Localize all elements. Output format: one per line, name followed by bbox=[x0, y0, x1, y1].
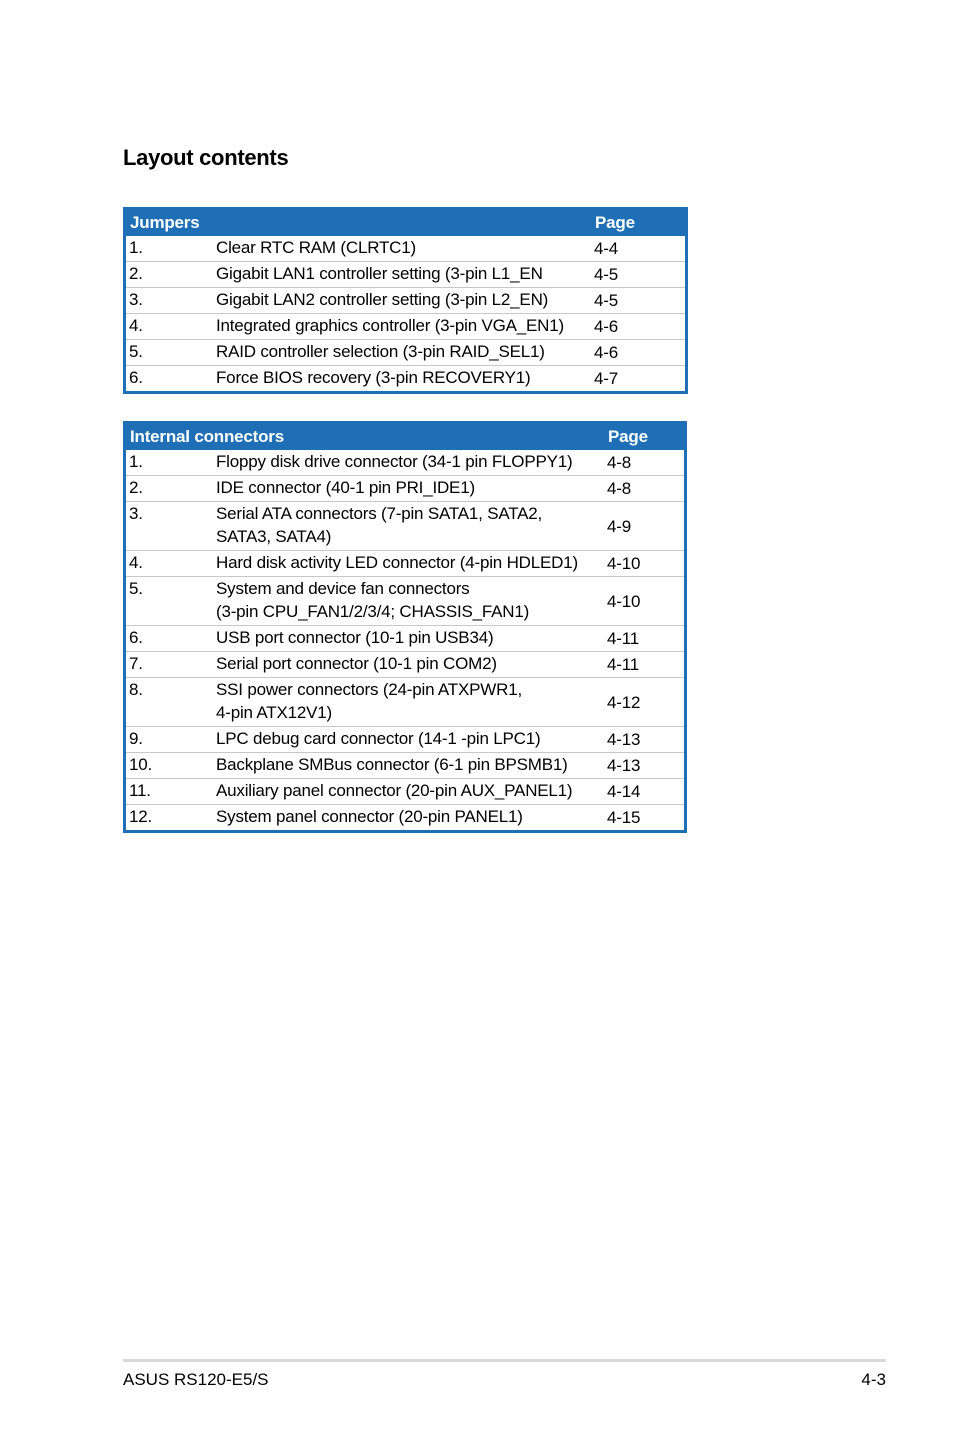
table-row bbox=[125, 450, 686, 476]
row-description: Force BIOS recovery (3-pin RECOVERY1) bbox=[216, 368, 531, 387]
table-row bbox=[125, 262, 687, 288]
row-number: 6. bbox=[129, 368, 143, 387]
table-row bbox=[125, 652, 686, 678]
row-number: 1. bbox=[125, 450, 214, 476]
row-description: IDE connector (40-1 pin PRI_IDE1) bbox=[213, 476, 604, 502]
row-number: 8. bbox=[125, 678, 214, 727]
footer-product-name: ASUS RS120-E5/S bbox=[123, 1370, 269, 1389]
row-page: 4-8 bbox=[604, 476, 686, 502]
table-row bbox=[125, 366, 687, 393]
row-description-line2: 4-pin ATX12V1) bbox=[216, 703, 332, 722]
row-number: 3. bbox=[125, 502, 214, 551]
row-number: 4. bbox=[125, 314, 214, 340]
row-page: 4-4 bbox=[591, 236, 687, 262]
row-page: 4-5 bbox=[591, 262, 687, 288]
row-description: LPC debug card connector (14-1 -pin LPC1) bbox=[213, 727, 604, 753]
table-row bbox=[125, 753, 686, 779]
table-row bbox=[125, 779, 686, 805]
table-row bbox=[125, 551, 686, 577]
table-row bbox=[125, 476, 686, 502]
table-row bbox=[125, 288, 687, 314]
connectors-header-label: Internal connectors bbox=[125, 423, 605, 451]
row-description-line1: System and device fan connectors bbox=[216, 579, 470, 598]
row-page: 4-8 bbox=[604, 450, 686, 476]
row-description: System panel connector (20-pin PANEL1) bbox=[216, 807, 523, 826]
row-page: 4-11 bbox=[604, 652, 686, 678]
row-number: 11. bbox=[125, 779, 214, 805]
row-description bbox=[213, 577, 604, 626]
internal-connectors-table bbox=[123, 421, 687, 833]
row-description bbox=[213, 502, 604, 551]
row-number: 5. bbox=[125, 577, 214, 626]
row-number: 2. bbox=[125, 262, 214, 288]
table-row bbox=[125, 502, 686, 551]
table-row bbox=[125, 340, 687, 366]
table-row bbox=[125, 727, 686, 753]
row-description-line1: SSI power connectors (24-pin ATXPWR1, bbox=[216, 680, 522, 699]
row-number: 2. bbox=[125, 476, 214, 502]
row-page: 4-10 bbox=[604, 551, 686, 577]
row-page: 4-11 bbox=[604, 626, 686, 652]
row-description: USB port connector (10-1 pin USB34) bbox=[213, 626, 604, 652]
row-description: Auxiliary panel connector (20-pin AUX_PANEL1) bbox=[213, 779, 604, 805]
row-description: Gigabit LAN1 controller setting (3-pin L1_EN bbox=[213, 262, 591, 288]
table-row bbox=[125, 626, 686, 652]
row-page: 4-13 bbox=[604, 727, 686, 753]
row-description-line2: (3-pin CPU_FAN1/2/3/4; CHASSIS_FAN1) bbox=[216, 602, 530, 621]
row-number: 10. bbox=[125, 753, 214, 779]
row-description: Backplane SMBus connector (6-1 pin BPSMB1) bbox=[213, 753, 604, 779]
row-page: 4-5 bbox=[591, 288, 687, 314]
table-header-row bbox=[125, 209, 687, 237]
row-number: 9. bbox=[125, 727, 214, 753]
footer-page-number: 4-3 bbox=[861, 1370, 886, 1389]
row-number: 7. bbox=[125, 652, 214, 678]
row-description: Hard disk activity LED connector (4-pin HDLED1) bbox=[213, 551, 604, 577]
row-page: 4-13 bbox=[604, 753, 686, 779]
row-page: 4-6 bbox=[591, 340, 687, 366]
connectors-header-page: Page bbox=[604, 423, 686, 451]
row-description: Floppy disk drive connector (34-1 pin FLOPPY1) bbox=[213, 450, 604, 476]
footer-divider bbox=[123, 1359, 886, 1362]
table-row bbox=[125, 236, 687, 262]
table-row bbox=[125, 577, 686, 626]
row-page: 4-14 bbox=[604, 779, 686, 805]
page-title: Layout contents bbox=[123, 145, 289, 170]
row-page: 4-10 bbox=[604, 577, 686, 626]
table-row bbox=[125, 805, 686, 832]
row-number: 12. bbox=[129, 807, 153, 826]
row-page: 4-15 bbox=[607, 808, 641, 827]
row-description: RAID controller selection (3-pin RAID_SEL1) bbox=[213, 340, 591, 366]
jumpers-table bbox=[123, 207, 688, 394]
jumpers-header-page: Page bbox=[591, 209, 687, 237]
row-number: 5. bbox=[125, 340, 214, 366]
row-page: 4-6 bbox=[591, 314, 687, 340]
row-number: 6. bbox=[125, 626, 214, 652]
row-page: 4-9 bbox=[604, 502, 686, 551]
row-number: 4. bbox=[125, 551, 214, 577]
row-number: 3. bbox=[125, 288, 214, 314]
row-description bbox=[213, 678, 604, 727]
row-description: Serial port connector (10-1 pin COM2) bbox=[213, 652, 604, 678]
row-description-line2: SATA3, SATA4) bbox=[216, 527, 332, 546]
table-row bbox=[125, 678, 686, 727]
row-page: 4-7 bbox=[594, 369, 618, 388]
jumpers-header-label: Jumpers bbox=[125, 209, 592, 237]
row-description: Clear RTC RAM (CLRTC1) bbox=[213, 236, 591, 262]
row-number: 1. bbox=[125, 236, 214, 262]
table-header-row bbox=[125, 423, 686, 451]
row-description-line1: Serial ATA connectors (7-pin SATA1, SATA2, bbox=[216, 504, 543, 523]
row-description: Gigabit LAN2 controller setting (3-pin L2_EN) bbox=[213, 288, 591, 314]
row-description: Integrated graphics controller (3-pin VGA_EN1) bbox=[213, 314, 591, 340]
row-page: 4-12 bbox=[604, 678, 686, 727]
table-row bbox=[125, 314, 687, 340]
